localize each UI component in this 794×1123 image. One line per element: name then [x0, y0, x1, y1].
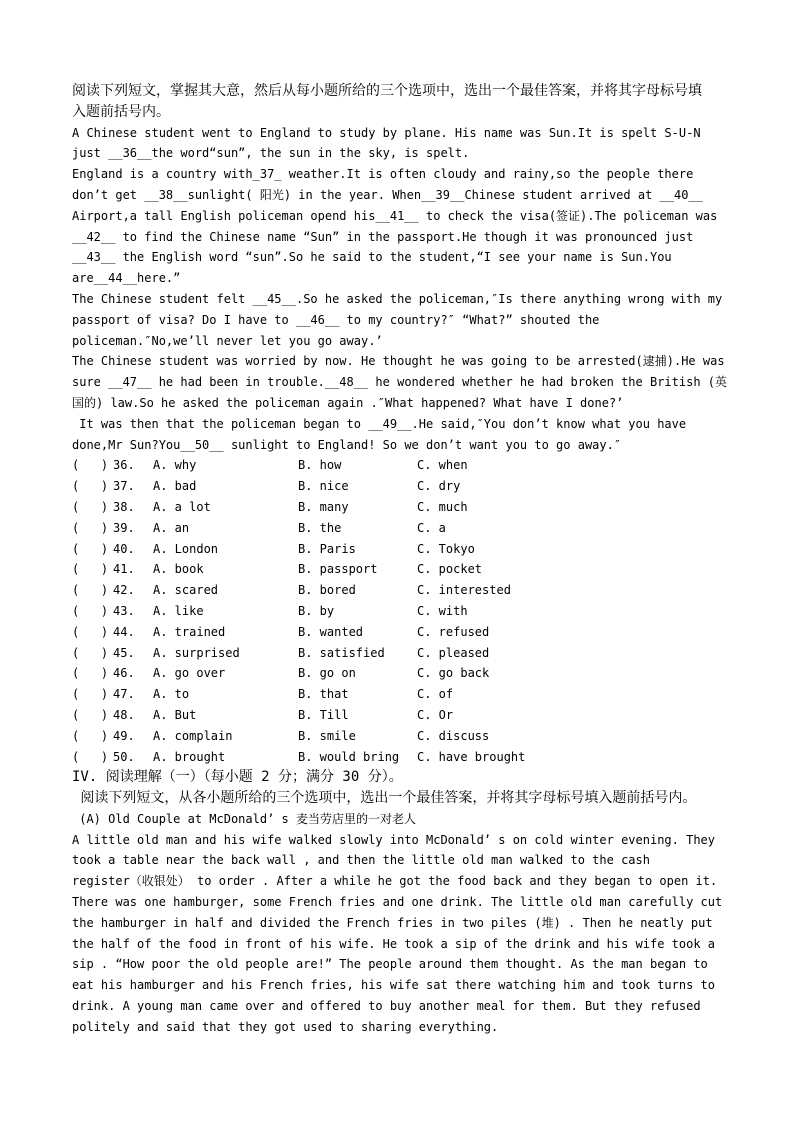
answer-bracket: ( ) [72, 458, 109, 473]
option-b: B. the [298, 520, 342, 535]
question-number: 48. [113, 707, 135, 722]
option-b: B. that [298, 687, 349, 702]
option-b: B. wanted [298, 624, 364, 639]
section4-heading: IV. 阅读理解（一）（每小题 2 分；满分 30 分）。 [72, 769, 403, 786]
passage-a-title: (A) Old Couple at McDonald’ s 麦当劳店里的一对老人 [72, 811, 416, 826]
passage-a-line: A little old man and his wife walked slowly into McDonald’ s on cold winter evening. They [72, 832, 715, 847]
option-c: C. of [417, 687, 454, 702]
cloze-passage-line: just __36__the word“sun”, the sun in the sky, is spelt. [72, 146, 470, 161]
answer-bracket: ( ) [72, 749, 109, 764]
answer-bracket: ( ) [72, 583, 109, 598]
cloze-passage-line: are__44__here.” [72, 271, 181, 286]
option-c: C. dry [417, 479, 461, 494]
option-a: A. But [153, 707, 197, 722]
answer-bracket: ( ) [72, 707, 109, 722]
option-c: C. much [417, 499, 468, 514]
question-number: 44. [113, 624, 135, 639]
instruction-line: 入题前括号内。 [72, 103, 170, 120]
passage-a-line: eat his hamburger and his French fries, his wife sat there watching him and took turns to [72, 978, 715, 993]
option-a: A. go over [153, 666, 226, 681]
question-number: 45. [113, 645, 135, 660]
option-a: A. brought [153, 749, 226, 764]
cloze-passage-line: It was then that the policeman began to __49__.He said,″You don’t know what you have [72, 416, 687, 431]
option-b: B. passport [298, 562, 378, 577]
question-row [72, 455, 744, 476]
question-number: 40. [113, 541, 135, 556]
answer-bracket: ( ) [72, 666, 109, 681]
passage-a-line: There was one hamburger, some French fries and one drink. The little old man carefully cut [72, 895, 723, 910]
option-c: C. a [417, 520, 446, 535]
option-a: A. scared [153, 583, 219, 598]
question-row [72, 747, 744, 768]
passage-a-line: the hamburger in half and divided the French fries in two piles (堆) . Then he neatly put [72, 915, 713, 930]
question-row [72, 726, 744, 747]
question-row [72, 518, 744, 539]
answer-bracket: ( ) [72, 562, 109, 577]
option-b: B. many [298, 499, 349, 514]
question-row [72, 539, 744, 560]
cloze-passage-line: The Chinese student was worried by now. He thought he was going to be arrested(逮捕).He was [72, 354, 725, 369]
option-b: B. go on [298, 666, 356, 681]
passage-a-line: drink. A young man came over and offered to buy another meal for them. But they refused [72, 999, 701, 1014]
cloze-passage-line: __42__ to find the Chinese name “Sun” in the passport.He though it was pronounced just [72, 229, 694, 244]
option-b: B. would bring [298, 749, 400, 764]
passage-a-line: sip . “How poor the old people are!” The people around them thought. As the man began to [72, 957, 708, 972]
cloze-passage-line: The Chinese student felt __45__.So he asked the policeman,″Is there anything wrong with my [72, 291, 723, 306]
answer-bracket: ( ) [72, 645, 109, 660]
answer-bracket: ( ) [72, 479, 109, 494]
question-row [72, 684, 744, 705]
option-b: B. nice [298, 479, 349, 494]
option-c: C. Tokyo [417, 541, 475, 556]
question-number: 50. [113, 749, 135, 764]
question-row [72, 476, 744, 497]
option-a: A. book [153, 562, 204, 577]
question-number: 43. [113, 603, 135, 618]
question-row [72, 497, 744, 518]
question-number: 39. [113, 520, 135, 535]
option-b: B. how [298, 458, 342, 473]
option-c: C. with [417, 603, 468, 618]
option-a: A. to [153, 687, 190, 702]
passage-a-line: took a table near the back wall , and then the little old man walked to the cash [72, 853, 650, 868]
cloze-instructions [72, 81, 744, 123]
passage-a-line: register（收银处） to order . After a while he got the food back and they began to open it. [72, 874, 718, 889]
option-b: B. Paris [298, 541, 356, 556]
option-c: C. pocket [417, 562, 483, 577]
question-number: 46. [113, 666, 135, 681]
question-number: 38. [113, 499, 135, 514]
question-row [72, 559, 744, 580]
section4-instruction: 阅读下列短文，从各小题所给的三个选项中，选出一个最佳答案，并将其字母标号填入题前括号内。 [72, 790, 697, 807]
cloze-passage-line: sure __47__ he had been in trouble.__48__ he wondered whether he had broken the British (英 [72, 375, 727, 390]
passage-a-line: the half of the food in front of his wife. He took a sip of the drink and his wife took a [72, 936, 715, 951]
question-row [72, 580, 744, 601]
option-c: C. have brought [417, 749, 526, 764]
answer-bracket: ( ) [72, 624, 109, 639]
cloze-passage-line: A Chinese student went to England to study by plane. His name was Sun.It is spelt S-U-N [72, 125, 701, 140]
option-a: A. surprised [153, 645, 240, 660]
option-b: B. satisfied [298, 645, 385, 660]
question-number: 42. [113, 583, 135, 598]
question-row [72, 705, 744, 726]
question-row [72, 622, 744, 643]
cloze-passage-line: passport of visa? Do I have to __46__ to my country?″ “What?” shouted the [72, 312, 600, 327]
answer-bracket: ( ) [72, 603, 109, 618]
question-number: 41. [113, 562, 135, 577]
answer-bracket: ( ) [72, 687, 109, 702]
answer-bracket: ( ) [72, 728, 109, 743]
question-number: 47. [113, 687, 135, 702]
option-a: A. complain [153, 728, 233, 743]
option-a: A. London [153, 541, 219, 556]
cloze-passage-line: done,Mr Sun?You__50__ sunlight to England! So we don’t want you to go away.″ [72, 437, 622, 452]
question-row [72, 643, 744, 664]
answer-bracket: ( ) [72, 499, 109, 514]
option-c: C. refused [417, 624, 490, 639]
cloze-passage-line: don’t get __38__sunlight( 阳光) in the year. When__39__Chinese student arrived at __40__ [72, 187, 703, 202]
option-a: A. trained [153, 624, 226, 639]
cloze-passage-line: England is a country with_37_ weather.It is often cloudy and rainy,so the people there [72, 167, 694, 182]
option-b: B. Till [298, 707, 349, 722]
option-a: A. bad [153, 479, 197, 494]
cloze-passage-line: __43__ the English word “sun”.So he said to the student,“I see your name is Sun.You [72, 250, 672, 265]
cloze-passage-line: 国的) law.So he asked the policeman again .″What happened? What have I done?’ [72, 395, 624, 410]
option-c: C. discuss [417, 728, 490, 743]
option-c: C. interested [417, 583, 511, 598]
question-row [72, 663, 744, 684]
option-a: A. a lot [153, 499, 211, 514]
option-b: B. bored [298, 583, 356, 598]
passage-a-line: politely and said that they got used to sharing everything. [72, 1019, 499, 1034]
answer-bracket: ( ) [72, 541, 109, 556]
cloze-passage-line: policeman.″No,we’ll never let you go away.’ [72, 333, 383, 348]
question-number: 49. [113, 728, 135, 743]
option-c: C. pleased [417, 645, 490, 660]
answer-bracket: ( ) [72, 520, 109, 535]
option-a: A. an [153, 520, 190, 535]
option-c: C. go back [417, 666, 490, 681]
question-row [72, 601, 744, 622]
cloze-question-list [72, 455, 744, 767]
option-c: C. when [417, 458, 468, 473]
option-a: A. why [153, 458, 197, 473]
question-number: 36. [113, 458, 135, 473]
option-b: B. smile [298, 728, 356, 743]
option-c: C. Or [417, 707, 454, 722]
option-b: B. by [298, 603, 335, 618]
cloze-passage [72, 123, 744, 456]
passage-a [72, 830, 744, 1038]
instruction-line: 阅读下列短文，掌握其大意，然后从每小题所给的三个选项中，选出一个最佳答案，并将其字母标号填 [72, 83, 702, 99]
question-number: 37. [113, 479, 135, 494]
cloze-passage-line: Airport,a tall English policeman opend his__41__ to check the visa(签证).The policeman was [72, 208, 718, 223]
option-a: A. like [153, 603, 204, 618]
